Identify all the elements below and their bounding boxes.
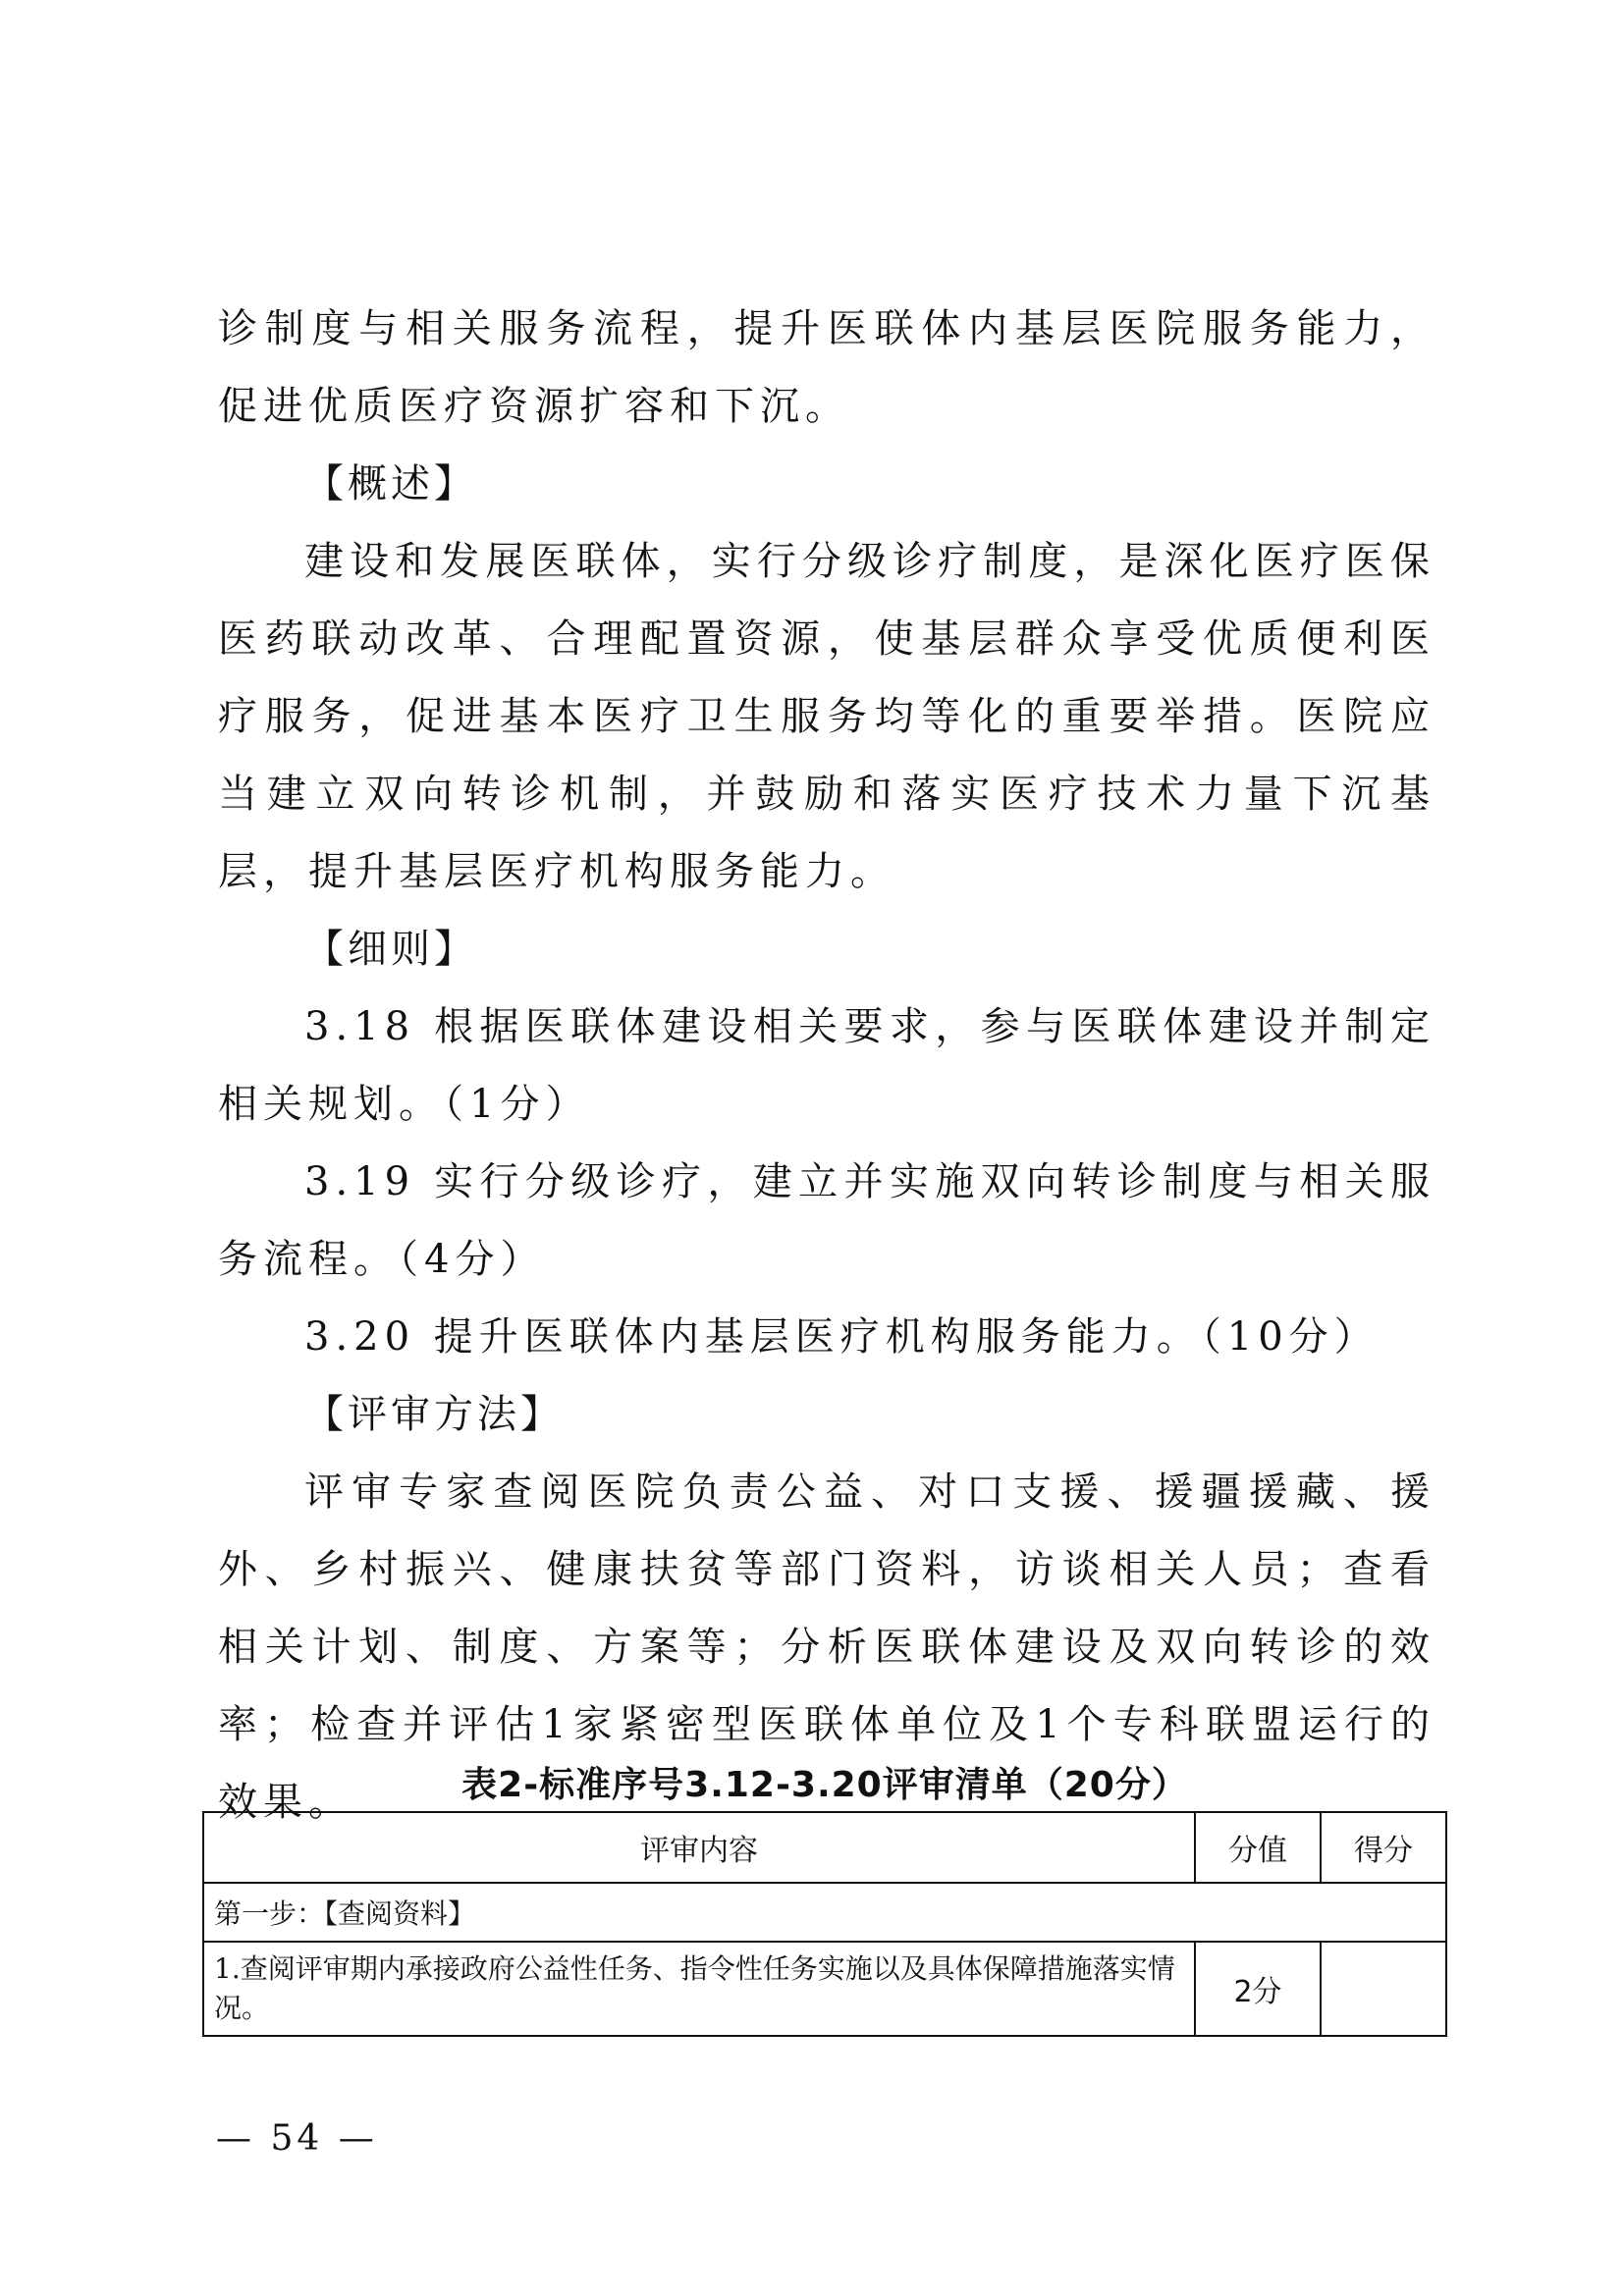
heading-method: 【评审方法】 <box>304 1392 564 1437</box>
table-header-row <box>203 1812 1446 1883</box>
body-text <box>218 291 1435 1842</box>
rule-3-19: 3.19 实行分级诊疗，建立并实施双向转诊制度与相关服务流程。（4分） <box>218 1159 1435 1282</box>
paragraph-continuation: 诊制度与相关服务流程，提升医联体内基层医院服务能力，促进优质医疗资源扩容和下沉。 <box>218 306 1435 429</box>
rule-3-18: 3.18 根据医联体建设相关要求，参与医联体建设并制定相关规划。（1分） <box>218 1004 1435 1127</box>
paragraph-method: 评审专家查阅医院负责公益、对口支援、援疆援藏、援外、乡村振兴、健康扶贫等部门资料，访谈相关人员；查看相关计划、制度、方案等；分析医联体建设及双向转诊的效率；检查并评估1家紧密型医联体单位及1个专科联盟运行的效果。 <box>218 1469 1435 1825</box>
header-score: 分值 <box>1195 1812 1321 1883</box>
table-row <box>203 1942 1446 2036</box>
item-1-score: 2分 <box>1195 1942 1321 2036</box>
review-checklist-table <box>202 1811 1447 2037</box>
heading-rules: 【细则】 <box>304 927 477 972</box>
table-title: 表2-标准序号3.12-3.20评审清单（20分） <box>461 1765 1188 1805</box>
table-row <box>203 1883 1446 1942</box>
heading-overview: 【概述】 <box>304 461 477 507</box>
header-content: 评审内容 <box>203 1812 1195 1883</box>
header-got: 得分 <box>1321 1812 1446 1883</box>
paragraph-overview: 建设和发展医联体，实行分级诊疗制度，是深化医疗医保医药联动改革、合理配置资源，使基层群众享受优质便利医疗服务，促进基本医疗卫生服务均等化的重要举措。医院应当建立双向转诊机制，并鼓励和落实医疗技术力量下沉基层，提升基层医疗机构服务能力。 <box>218 539 1435 894</box>
rule-3-20: 3.20 提升医联体内基层医疗机构服务能力。（10分） <box>304 1314 1380 1360</box>
page-number: — 54 — <box>216 2118 378 2159</box>
item-1-got <box>1321 1942 1446 2036</box>
step-1-label: 第一步：【查阅资料】 <box>203 1883 1446 1942</box>
item-1-text: 1.查阅评审期内承接政府公益性任务、指令性任务实施以及具体保障措施落实情况。 <box>203 1942 1195 2036</box>
